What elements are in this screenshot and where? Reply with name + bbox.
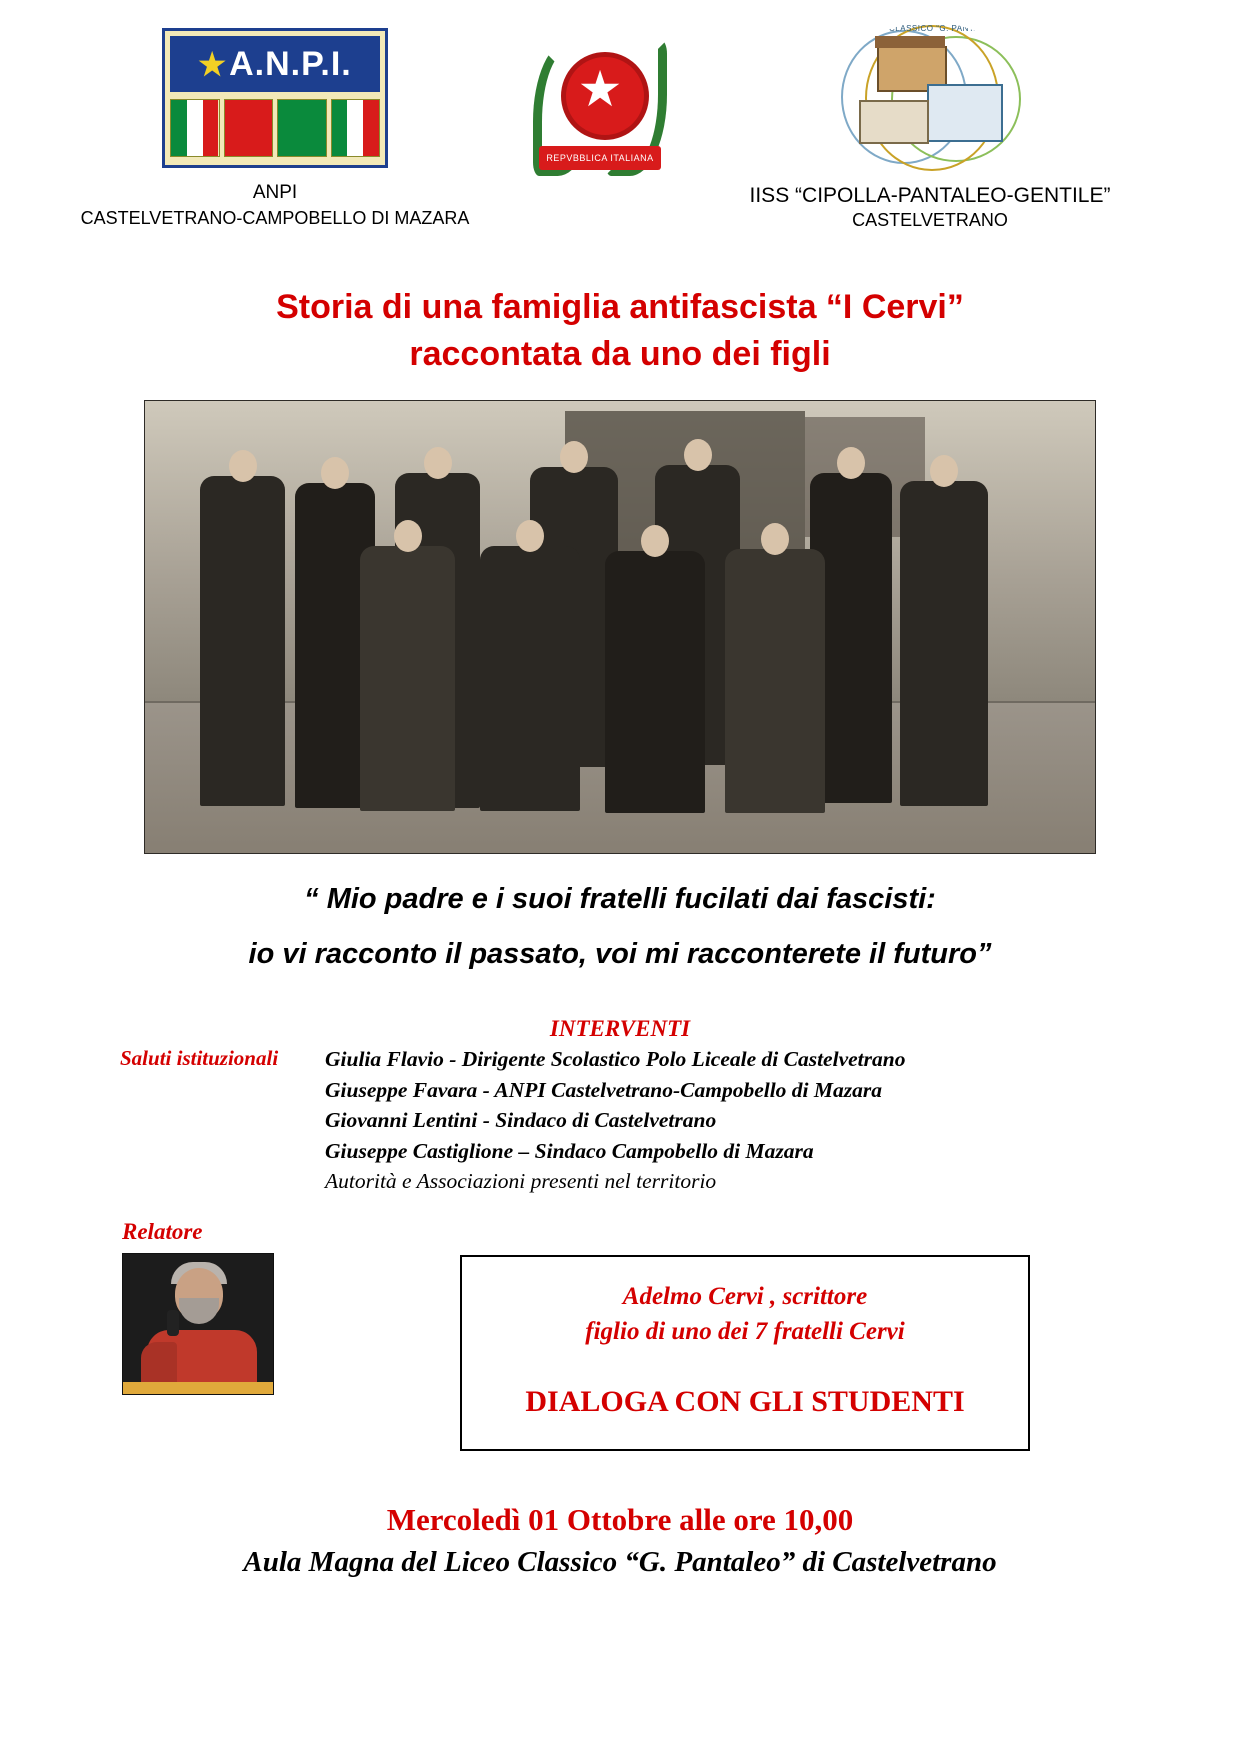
school-building-icon-2	[927, 84, 1003, 142]
anpi-caption	[75, 180, 475, 230]
adelmo-cervi-photo	[122, 1253, 274, 1395]
star-icon: ★	[198, 47, 228, 82]
speaker-item: Giuseppe Favara - ANPI Castelvetrano-Campobello di Mazara	[325, 1077, 883, 1102]
speaker-photo-beard	[179, 1298, 219, 1324]
photo-person-standing-1	[200, 476, 285, 806]
anpi-logo-block	[75, 28, 475, 230]
cervi-family-historic-photo	[144, 400, 1096, 854]
speaker-photo-floor	[123, 1382, 273, 1394]
flag-bar-tricolor-right	[331, 99, 381, 157]
relatore-description: figlio di uno dei 7 fratelli Cervi	[585, 1317, 905, 1345]
white-star-icon: ★	[577, 61, 623, 117]
school-caption-line2: CASTELVETRANO	[852, 210, 1008, 231]
relatore-info-box	[460, 1255, 1030, 1451]
dialoga-con-gli-studenti: DIALOGA CON GLI STUDENTI	[525, 1384, 965, 1418]
speaker-item: Giovanni Lentini - Sindaco di Castelvetrano	[325, 1108, 717, 1133]
anpi-caption-line1: ANPI	[252, 182, 298, 203]
flag-bar-tricolor-left	[170, 99, 220, 157]
main-quote	[40, 872, 1200, 982]
flag-bar-red	[224, 99, 274, 157]
event-location: Aula Magna del Liceo Classico “G. Pantaleo” di Castelvetrano	[243, 1545, 997, 1578]
school-building-icon-3	[859, 100, 929, 144]
relatore-section	[0, 1253, 1240, 1468]
speakers-list	[325, 1044, 905, 1197]
school-logo-arc-text: LICEO CLASSICO “G. PANTALEO”	[859, 24, 1001, 33]
school-caption	[700, 182, 1160, 233]
anpi-logo-text: A.N.P.I.	[229, 45, 352, 83]
school-logo-icon	[835, 22, 1025, 172]
photo-person-seated-2	[480, 546, 580, 811]
speaker-item: Giuseppe Castiglione – Sindaco Campobello di Mazara	[325, 1138, 814, 1163]
page-title	[120, 284, 1120, 378]
photo-person-seated-3	[605, 551, 705, 813]
anpi-flag-bars	[170, 99, 380, 157]
anpi-caption-line2: CASTELVETRANO-CAMPOBELLO DI MAZARA	[80, 207, 470, 228]
interventi-heading: INTERVENTI	[549, 1016, 691, 1041]
page-title-line1: Storia di una famiglia antifascista “I Cervi”	[276, 288, 964, 326]
event-details	[0, 1502, 1240, 1579]
interventi-section	[120, 1044, 1240, 1197]
photo-person-seated-4	[725, 549, 825, 813]
header-logos	[0, 0, 1240, 250]
quote-line1: “ Mio padre e i suoi fratelli fucilati dai fascisti:	[304, 882, 936, 915]
photo-person-standing-7	[900, 481, 988, 806]
microphone-icon	[167, 1310, 179, 1336]
school-logo-block	[700, 22, 1160, 233]
relatore-label: Relatore	[122, 1218, 203, 1244]
italian-republic-emblem-icon	[525, 26, 675, 176]
saluti-istituzionali-label: Saluti istituzionali	[120, 1046, 279, 1070]
quote-line2: io vi racconto il passato, voi mi racconterete il futuro”	[248, 937, 992, 970]
republic-ribbon-text: REPVBBLICA ITALIANA	[539, 146, 661, 170]
photo-person-seated-1	[360, 546, 455, 811]
page-title-line2: raccontata da uno dei figli	[409, 334, 831, 373]
anpi-logo-title	[170, 36, 380, 92]
event-datetime: Mercoledì 01 Ottobre alle ore 10,00	[386, 1501, 854, 1537]
anpi-logo	[162, 28, 388, 168]
relatore-name: Adelmo Cervi , scrittore	[622, 1282, 868, 1310]
republic-emblem-block	[500, 26, 700, 176]
speaker-item: Giulia Flavio - Dirigente Scolastico Polo Liceale di Castelvetrano	[325, 1047, 906, 1071]
flag-bar-green	[277, 99, 327, 157]
speaker-item: Autorità e Associazioni presenti nel territorio	[325, 1169, 717, 1194]
school-caption-line1: IISS “CIPOLLA-PANTALEO-GENTILE”	[749, 184, 1111, 207]
